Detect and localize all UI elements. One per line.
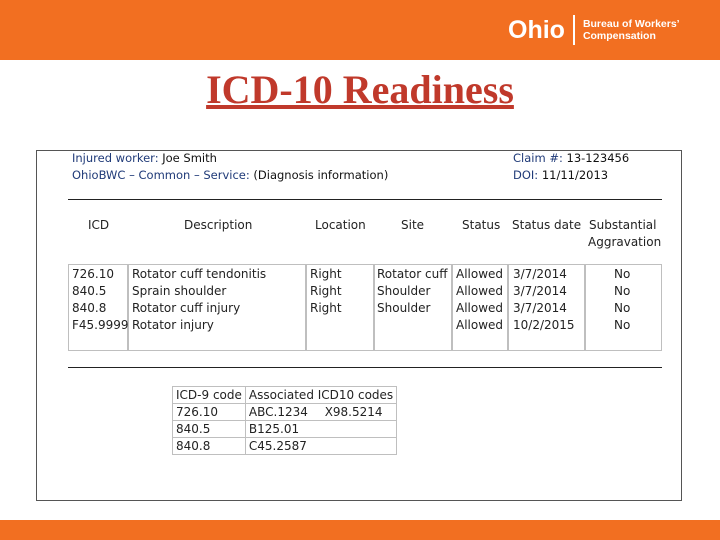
row2-location: Right: [310, 284, 342, 298]
row3-status: Allowed: [456, 301, 504, 315]
col-header-icd: ICD: [88, 218, 110, 232]
row4-icd: F45.9999: [72, 318, 129, 332]
row3-description: Rotator cuff injury: [132, 301, 241, 315]
col-header-status: Status: [462, 218, 501, 232]
mapping-header-row: [173, 387, 397, 404]
row3-icd: 840.8: [72, 301, 107, 315]
mapping-row: [173, 404, 397, 421]
row2-status: Allowed: [456, 284, 504, 298]
col-header-aggravation: Aggravation: [588, 235, 662, 249]
service-detail: (Diagnosis information): [253, 168, 389, 182]
mapping-row2-icd10-b: [322, 421, 397, 438]
row1-site: Rotator cuff: [377, 267, 448, 281]
row1-description: Rotator cuff tendonitis: [132, 267, 267, 281]
logo-line-2: Compensation: [582, 30, 656, 42]
row4-description: Rotator injury: [132, 318, 214, 332]
row3-location: Right: [310, 301, 342, 315]
row4-status: Allowed: [456, 318, 504, 332]
mapping-header-icd9: ICD-9 code: [173, 387, 246, 404]
row1-substantial: No: [614, 267, 631, 281]
ohio-bwc-logo: [508, 12, 680, 48]
claim-number: 13-123456: [566, 151, 630, 165]
row1-status: Allowed: [456, 267, 504, 281]
col-header-location: Location: [315, 218, 366, 232]
injured-worker-label: Injured worker:: [72, 151, 159, 165]
divider-bottom: [68, 367, 662, 368]
row1-location: Right: [310, 267, 342, 281]
mapping-row1-icd10-a: ABC.1234: [245, 404, 321, 421]
row3-substantial: No: [614, 301, 631, 315]
claim-number-label: Claim #:: [513, 151, 563, 165]
row2-status-date: 3/7/2014: [513, 284, 567, 298]
page-title-text: ICD-10 Readiness: [206, 67, 514, 112]
icd-mapping-table: [172, 386, 397, 455]
mapping-header-icd10: Associated ICD10 codes: [245, 387, 396, 404]
mapping-row2-icd9: 840.5: [173, 421, 246, 438]
doi-value: 11/11/2013: [541, 168, 609, 182]
logo-line-1: Bureau of Workers’: [582, 18, 680, 30]
doi-line: [513, 168, 608, 182]
row2-description: Sprain shoulder: [132, 284, 227, 298]
col-header-status-date: Status date: [512, 218, 582, 232]
divider-top: [68, 199, 662, 200]
row1-status-date: 3/7/2014: [513, 267, 567, 281]
doi-label: DOI:: [513, 168, 539, 182]
mapping-row3-icd10-b: [322, 438, 397, 455]
col-header-substantial: Substantial: [589, 218, 657, 232]
mapping-row3-icd10-a: C45.2587: [245, 438, 321, 455]
mapping-row3-icd9: 840.8: [173, 438, 246, 455]
injured-worker-line: [72, 151, 217, 165]
row3-status-date: 3/7/2014: [513, 301, 567, 315]
service-line: [72, 168, 388, 182]
mapping-row: [173, 438, 397, 455]
row4-substantial: No: [614, 318, 631, 332]
logo-bureau-name: [583, 18, 680, 42]
row1-icd: 726.10: [72, 267, 114, 281]
row2-substantial: No: [614, 284, 631, 298]
logo-divider: [573, 15, 575, 45]
header-bar: [0, 0, 720, 60]
row2-icd: 840.5: [72, 284, 107, 298]
mapping-row1-icd9: 726.10: [173, 404, 246, 421]
mapping-row2-icd10-a: B125.01: [245, 421, 321, 438]
col-header-description: Description: [184, 218, 253, 232]
claim-number-line: [513, 151, 629, 165]
footer-bar: [0, 520, 720, 540]
mapping-row: [173, 421, 397, 438]
col-header-site: Site: [401, 218, 425, 232]
service-path: OhioBWC – Common – Service:: [72, 168, 250, 182]
row3-site: Shoulder: [377, 301, 431, 315]
row4-status-date: 10/2/2015: [513, 318, 575, 332]
logo-ohio-wordmark: Ohio: [508, 15, 565, 44]
page-title: [0, 66, 720, 113]
mapping-row1-icd10-b: X98.5214: [322, 404, 397, 421]
injured-worker-name: Joe Smith: [162, 151, 217, 165]
row2-site: Shoulder: [377, 284, 431, 298]
